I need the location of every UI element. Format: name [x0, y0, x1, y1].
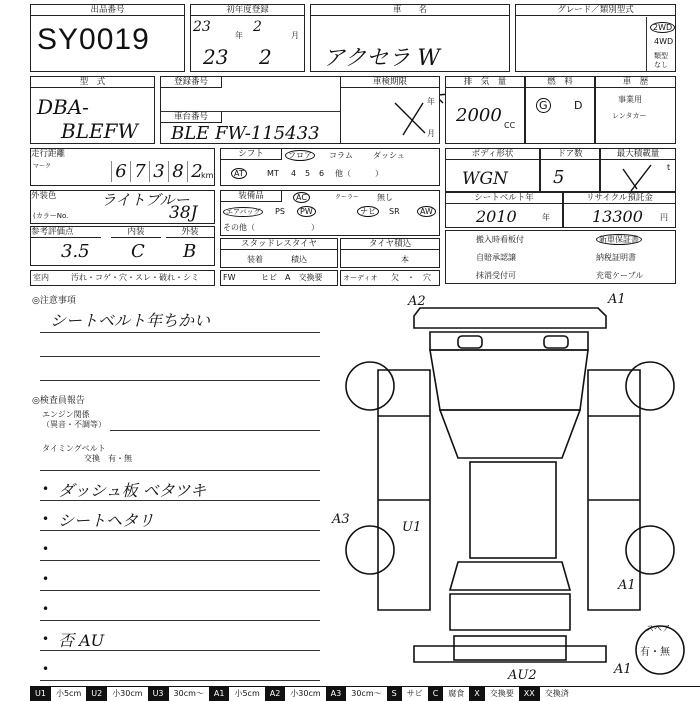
first-reg-year: 23 [193, 19, 211, 35]
legend-key: X [469, 687, 484, 701]
color-code: 38J [169, 203, 198, 223]
studless-loaded: 積込 [291, 255, 307, 264]
legend-value: 小5cm [234, 689, 260, 698]
shift-column: コラム [329, 151, 353, 160]
diag-a1-bottom: A1 [614, 662, 632, 677]
engine-label: エンジン関係 [42, 410, 90, 419]
exterior-label: 外装 [166, 227, 214, 238]
diag-spare-value: 有・無 [640, 647, 670, 658]
scores-box [30, 226, 215, 266]
first-reg-month: 2 [253, 19, 262, 35]
bullet: • [42, 572, 50, 586]
color-code-label: (カラーNo. [33, 212, 69, 220]
shift-other: 他（ ） [335, 169, 383, 178]
inspector-item-1: ダッシュ板 ベタツキ [58, 481, 207, 500]
score-label: 参考評価点 [31, 227, 101, 238]
doors-label: ドア数 [541, 149, 599, 160]
audio-row [340, 270, 440, 286]
engine-sub: （異音・不調等） [42, 420, 106, 429]
diag-a2-top: A2 [408, 294, 426, 309]
mileage-unit: km [201, 171, 214, 180]
history-rental: レンタカー [612, 112, 647, 120]
history-label: 車 歴 [596, 77, 675, 88]
lot-label: 出品番号 [31, 5, 184, 16]
inspector-item-6: 否 AU [58, 631, 105, 650]
score-value: 3.5 [61, 241, 90, 262]
legend-value: 小30cm [112, 689, 143, 698]
grade-type: 類型 [654, 52, 668, 60]
color-value: ライトブルー [101, 191, 190, 209]
grade-4wd: 4WD [654, 37, 674, 46]
inspection-year: 年 [427, 97, 435, 106]
body-type-value: WGN [462, 169, 508, 189]
doc-manual: 搬入時看板付 [476, 235, 524, 244]
legend-key: A1 [209, 687, 230, 701]
body-type-box [445, 148, 540, 192]
body-type-label: ボディ形状 [446, 149, 539, 160]
legend-value: 小30cm [290, 689, 321, 698]
docs-box [445, 230, 676, 284]
doc-cable: 充電ケーブル [596, 271, 644, 280]
equipment-label: 装備品 [221, 191, 282, 202]
mileage-digit: 6 [111, 161, 130, 182]
grade-none: なし [654, 61, 668, 69]
fuel-g: G [536, 101, 551, 111]
inspector-item-2: シートヘタリ [58, 511, 155, 530]
legend-key: XX [519, 687, 540, 701]
capacity-cross-icon [617, 163, 657, 193]
interior-label: 内装 [111, 227, 161, 238]
equip-ps: PS [275, 207, 285, 216]
shift-gear-6: 6 [319, 169, 325, 178]
legend-value: サビ [406, 689, 423, 698]
history-business: 事業用 [618, 95, 642, 104]
notes-line-1: シートベルト年ちかい [50, 311, 211, 330]
car-name-box [310, 4, 510, 72]
chassis-value: BLE FW-115433 [171, 123, 320, 144]
inspection-cross-icon [391, 99, 431, 139]
fuel-d: D [574, 99, 583, 112]
legend-value: 30cm～ [173, 689, 204, 698]
reg-label: 登録番号 [161, 77, 222, 88]
first-reg-box [190, 4, 305, 72]
equip-aw: AW [417, 207, 436, 217]
lot-number: SY0019 [37, 23, 150, 56]
legend-value: 交換済 [544, 689, 569, 698]
doc-handover: 自賠承認譲 [476, 253, 516, 262]
bullet: • [42, 542, 50, 556]
seatbelt-unit: 年 [542, 213, 550, 222]
studless-box [220, 238, 338, 268]
legend-key: S [387, 687, 402, 701]
equip-sr: SR [389, 207, 400, 216]
color-box [30, 190, 215, 224]
audio-row-label: オーディオ [343, 274, 378, 282]
recycle-box [563, 192, 676, 228]
legend-value: 小5cm [55, 689, 82, 698]
legend-key: A3 [326, 687, 347, 701]
studless-label: スタッドレスタイヤ [221, 239, 337, 250]
tire-load-label: タイヤ積込 [341, 239, 439, 250]
mileage-digits [111, 161, 206, 182]
displacement-box [445, 76, 525, 144]
model-value-1: DBA- [37, 95, 89, 119]
shift-floor: フロア [285, 151, 315, 161]
notes-label: ◎注意事項 [32, 296, 76, 306]
shift-mt: MT [267, 169, 279, 178]
capacity-box [600, 148, 676, 192]
legend-key: U3 [148, 687, 169, 701]
mileage-digit: 2 [187, 161, 206, 182]
equip-airbag: エアバッグ [223, 207, 263, 217]
doc-tax: 納税証明書 [596, 253, 636, 262]
recycle-label: リサイクル預託金 [564, 193, 675, 204]
equip-navi: ナビ [357, 207, 379, 217]
legend-value: 腐食 [448, 689, 465, 698]
doc-certificate: 新車保証書 [596, 235, 642, 245]
fuel-label: 燃 料 [526, 77, 594, 88]
mileage-digit: 8 [168, 161, 187, 182]
equip-ac: AC [293, 193, 310, 203]
inspection-box [340, 76, 440, 144]
equip-pw: PW [297, 207, 316, 217]
lot-box [30, 4, 185, 72]
equip-other: その他（ ） [223, 223, 319, 232]
recycle-unit: 円 [660, 213, 668, 222]
model-value-2: BLEFW [61, 119, 139, 143]
legend-key: C [428, 687, 444, 701]
mileage-digit: 3 [149, 161, 168, 182]
shift-box [220, 148, 440, 186]
seatbelt-box [445, 192, 563, 228]
interior-row-items: 汚れ・コゲ・穴・スレ・破れ・シミ [71, 273, 199, 282]
fw-row-items: ヒビ A 交換要 [261, 273, 323, 282]
inspection-month: 月 [427, 129, 435, 138]
diag-au2: AU2 [508, 668, 537, 683]
history-box [595, 76, 676, 144]
first-reg-month-2: 2 [259, 45, 272, 69]
displacement-label: 排 気 量 [446, 77, 524, 88]
diag-a3-left: A3 [332, 512, 350, 527]
legend-key: A2 [265, 687, 286, 701]
studless-fitted: 装着 [247, 255, 263, 264]
interior-value: C [131, 241, 145, 262]
inspector-label: ◎検査員報告 [32, 396, 85, 406]
legend-value: 交換要 [489, 689, 514, 698]
grade-label: グレード／類別型式 [516, 5, 675, 16]
mileage-box [30, 148, 215, 186]
diag-a1-right: A1 [618, 578, 636, 593]
fw-row [220, 270, 338, 286]
equip-cooler: クーラー [335, 194, 360, 201]
interior-row [30, 270, 215, 286]
car-name-label: 車 名 [311, 5, 509, 16]
equipment-box [220, 190, 440, 236]
mileage-label: 走行距離 [31, 149, 81, 159]
first-reg-year-2: 23 [203, 45, 229, 69]
displacement-unit: CC [504, 121, 516, 130]
car-diagram [330, 290, 700, 686]
shift-label: シフト [221, 149, 282, 160]
fw-row-label: FW [223, 273, 236, 282]
bullet: • [42, 512, 50, 526]
first-reg-label: 初年度登録 [191, 5, 304, 16]
doors-value: 5 [553, 167, 565, 188]
grade-2wd: 2WD [650, 23, 675, 33]
diag-a1-top: A1 [608, 292, 626, 307]
first-reg-year-unit: 年 [235, 31, 243, 40]
doors-box [540, 148, 600, 192]
exterior-value: B [183, 241, 197, 262]
equip-none: 無し [377, 193, 393, 202]
legend-key: U2 [86, 687, 107, 701]
mileage-marker: マーク [33, 163, 52, 170]
audio-row-items: 欠 ・ 穴 [391, 273, 431, 282]
capacity-unit: t [667, 163, 671, 172]
bullet: • [42, 482, 50, 496]
capacity-label: 最大積載量 [601, 149, 675, 160]
first-reg-month-unit: 月 [291, 31, 299, 40]
seatbelt-label: シートベルト年 [446, 193, 562, 204]
tire-load-box [340, 238, 440, 268]
diag-spare-label: スペア [646, 624, 670, 633]
damage-legend [30, 686, 700, 701]
recycle-value: 13300 [592, 207, 643, 226]
seatbelt-value: 2010 [476, 207, 517, 226]
doc-cancel: 抹消受付可 [476, 271, 516, 280]
diag-u1: U1 [402, 520, 422, 535]
shift-dash: ダッシュ [373, 151, 405, 160]
shift-gear-5: 5 [305, 169, 311, 178]
car-name-value: アクセラ W [323, 46, 440, 71]
bullet: • [42, 632, 50, 646]
timing-sub: 交換 有・無 [84, 454, 132, 463]
bullet: • [42, 662, 50, 676]
inspection-label: 車検期限 [341, 77, 439, 88]
color-label: 外装色 [31, 191, 81, 201]
legend-key: U1 [30, 687, 51, 701]
model-label: 型 式 [31, 77, 154, 88]
shift-at: AT [231, 169, 247, 179]
tire-load-unit: 本 [401, 255, 409, 264]
model-box [30, 76, 155, 144]
legend-value: 30cm～ [351, 689, 382, 698]
interior-row-label: 室内 [33, 273, 49, 282]
grade-box [515, 4, 676, 72]
displacement-value: 2000 [456, 105, 502, 126]
shift-gear-4: 4 [291, 169, 297, 178]
mileage-digit: 7 [130, 161, 149, 182]
timing-label: タイミングベルト [42, 444, 106, 453]
bullet: • [42, 602, 50, 616]
fuel-box [525, 76, 595, 144]
chassis-label: 車台番号 [161, 112, 222, 123]
